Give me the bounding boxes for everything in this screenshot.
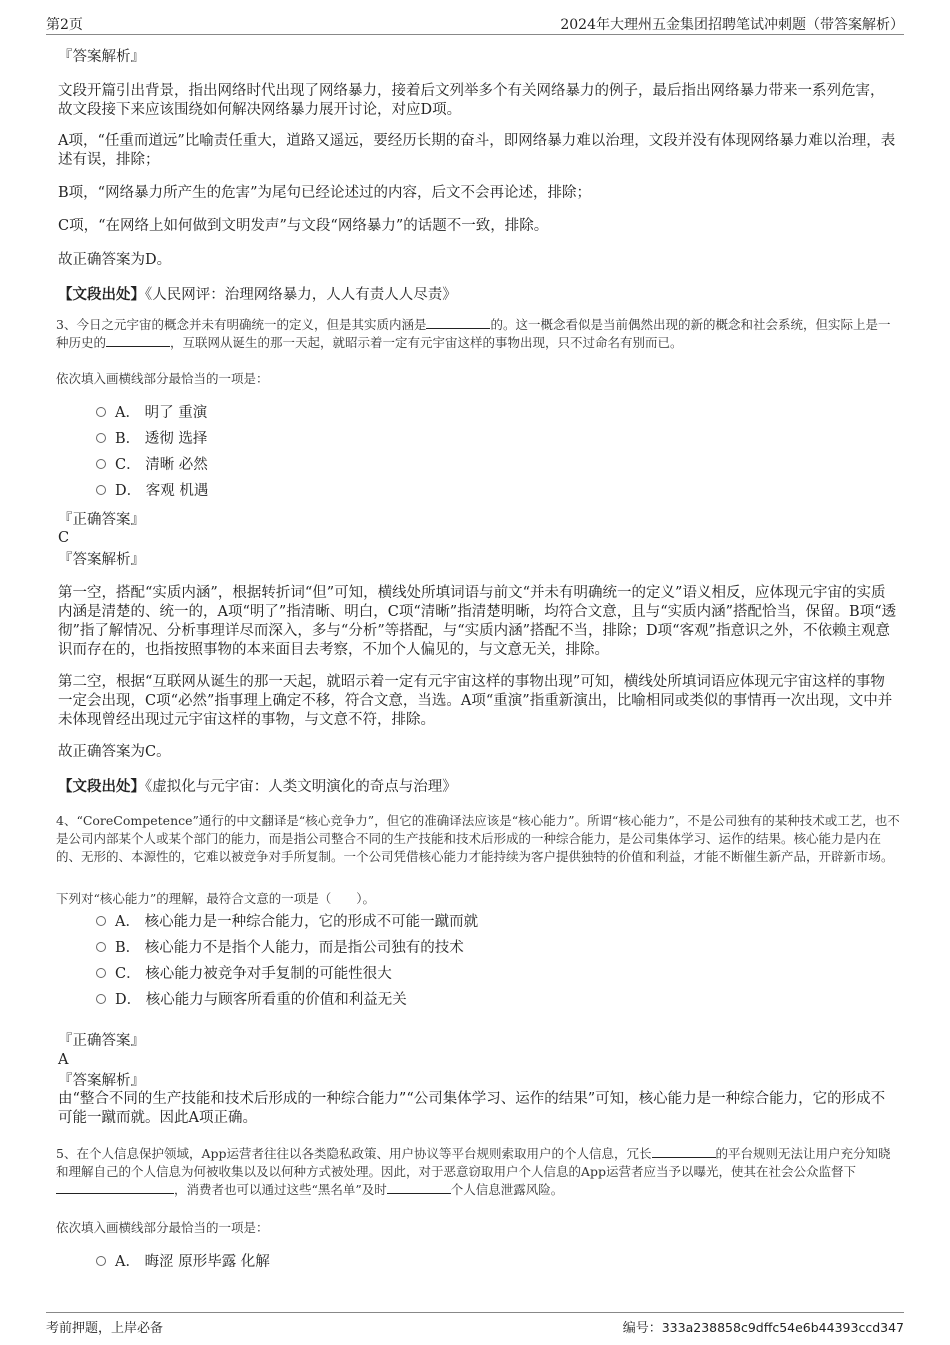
- q4-option-d[interactable]: [96, 990, 407, 1010]
- radio-icon[interactable]: [96, 459, 106, 469]
- q3-correct-label: 『正确答案』: [58, 512, 145, 528]
- q3-correct-answer: C: [58, 530, 70, 546]
- q2-answer-line: 故正确答案为D。: [58, 252, 172, 268]
- page-header: [46, 14, 904, 35]
- q5-blank-2: [56, 1181, 174, 1194]
- option-label: A． 核心能力是一种综合能力，它的形成不可能一蹴而就: [115, 914, 479, 930]
- q5-blank-1: [652, 1145, 716, 1158]
- option-label: D． 客观 机遇: [115, 483, 209, 499]
- option-label: C． 核心能力被竞争对手复制的可能性很大: [115, 966, 392, 982]
- option-label: D． 核心能力与顾客所看重的价值和利益无关: [115, 992, 407, 1008]
- option-label: C． 清晰 必然: [115, 457, 208, 473]
- q5-prompt: 依次填入画横线部分最恰当的一项是：: [56, 1220, 269, 1235]
- q5-stem-part-d: 个人信息泄露风险。: [450, 1182, 564, 1197]
- q4-prompt: 下列对“核心能力”的理解，最符合文意的一项是（ ）。: [56, 891, 376, 906]
- q3-option-b[interactable]: [96, 429, 207, 449]
- q3-stem: [56, 316, 900, 352]
- q3-source: [58, 777, 898, 797]
- q2-analysis-p4: C项，“在网络上如何做到文明发声”与文段“网络暴力”的话题不一致，排除。: [58, 218, 549, 234]
- q4-option-c[interactable]: [96, 964, 392, 984]
- q2-analysis-p2: A项，“任重而道远”比喻责任重大，道路又遥远，要经历长期的奋斗，即网络暴力难以治理，文段并没有体现网络暴力难以治理，表述有误，排除；: [58, 133, 896, 168]
- q5-stem-part-c: ，消费者也可以通过这些“黑名单”及时: [174, 1182, 387, 1197]
- page-footer: [46, 1312, 904, 1335]
- q5-stem: [56, 1145, 900, 1199]
- radio-icon[interactable]: [96, 942, 106, 952]
- footer-slogan: 考前押题，上岸必备: [46, 1321, 164, 1336]
- q3-option-a[interactable]: [96, 403, 207, 423]
- q2-analysis-p3: B项，“网络暴力所产生的危害”为尾句已经论述过的内容，后文不会再论述，排除；: [58, 185, 591, 201]
- q3-source-label: 【文段出处】: [58, 778, 145, 795]
- q5-blank-3: [387, 1181, 451, 1194]
- q3-source-text: 《虚拟化与元宇宙：人类文明演化的奇点与治理》: [145, 779, 457, 795]
- option-label: A． 晦涩 原形毕露 化解: [115, 1254, 270, 1270]
- option-label: B． 透彻 选择: [115, 431, 208, 447]
- q3-analysis-label: 『答案解析』: [58, 552, 145, 568]
- q3-blank-1: [426, 316, 490, 329]
- q3-stem-part-b: 的。这一概念看似是当前偶然出现的新的概念和社会系统，但实际上是一种历史的: [56, 317, 891, 350]
- radio-icon[interactable]: [96, 968, 106, 978]
- q4-correct-answer: A: [58, 1052, 69, 1068]
- radio-icon[interactable]: [96, 407, 106, 417]
- radio-icon[interactable]: [96, 1256, 106, 1266]
- q3-analysis-p2: 第二空，根据“互联网从诞生的那一天起，就昭示着一定有元宇宙这样的事物出现”可知，横线处所填词语应体现元宇宙这样的事物一定会出现，C项“必然”指事理上确定不移，符合文意，当选。A项“重演”指重新演出，比喻相同或类似的事情再一次出现，文中并未体现曾经出现过元宇宙这样的事物，与文意不符，排除。: [58, 674, 893, 728]
- q2-analysis-p1: 文段开篇引出背景，指出网络时代出现了网络暴力，接着后文列举多个有关网络暴力的例子，最后指出网络暴力带来一系列危害，故文段接下来应该围绕如何解决网络暴力展开讨论，对应D项。: [58, 83, 885, 118]
- q2-analysis-label: 『答案解析』: [58, 49, 145, 65]
- document-code-value: 333a238858c9dffc54e6b44393ccd347: [661, 1320, 904, 1335]
- q4-option-b[interactable]: [96, 938, 464, 958]
- q3-stem-part-c: ，互联网从诞生的那一天起，就昭示着一定有元宇宙这样的事物出现，只不过命名有别而已。: [170, 335, 683, 350]
- radio-icon[interactable]: [96, 485, 106, 495]
- q5-option-a[interactable]: [96, 1252, 270, 1272]
- q2-source-text: 《人民网评：治理网络暴力，人人有责人人尽责》: [145, 287, 457, 303]
- document-code: [623, 1317, 904, 1336]
- q2-source: [58, 285, 898, 305]
- radio-icon[interactable]: [96, 994, 106, 1004]
- q3-analysis-p1: 第一空，搭配“实质内涵”，根据转折词“但”可知，横线处所填词语与前文“并未有明确统一的定义”语义相反，应体现元宇宙的实质内涵是清楚的、统一的，A项“明了”指清晰、明白，C项“清晰”指清楚明晰，均符合文意，且与“实质内涵”搭配恰当，保留。B项“透彻”指了解情况、分析事理详尽而深入，多与“分析”等搭配，与“实质内涵”搭配不当，排除；D项“客观”指意识之外，不依赖主观意识而存在的，也指按照事物的本来面目去考察，不加个人偏见的，与文意无关，排除。: [58, 585, 897, 658]
- q4-analysis: 由“整合不同的生产技能和技术后形成的一种综合能力”“公司集体学习、运作的结果”可知，核心能力是一种综合能力，它的形成不可能一蹴而就。因此A项正确。: [58, 1091, 886, 1126]
- q3-blank-2: [106, 334, 170, 347]
- option-label: B． 核心能力不是指个人能力，而是指公司独有的技术: [115, 940, 464, 956]
- document-title: 2024年大理州五金集团招聘笔试冲刺题（带答案解析）: [560, 17, 904, 33]
- page-number: 第2页: [46, 17, 83, 33]
- radio-icon[interactable]: [96, 916, 106, 926]
- document-code-label: 编号：: [622, 1321, 662, 1336]
- q3-prompt: 依次填入画横线部分最恰当的一项是：: [56, 371, 269, 386]
- q3-answer-line: 故正确答案为C。: [58, 744, 171, 760]
- q4-analysis-label: 『答案解析』: [58, 1073, 145, 1089]
- q3-option-d[interactable]: [96, 481, 208, 501]
- q5-stem-part-a: 5、在个人信息保护领域，App运营者往往以各类隐私政策、用户协议等平台规则索取用户的个人信息，冗长: [56, 1146, 652, 1161]
- q3-option-c[interactable]: [96, 455, 208, 475]
- q2-source-label: 【文段出处】: [58, 286, 145, 303]
- q3-stem-part-a: 3、今日之元宇宙的概念并未有明确统一的定义，但是其实质内涵是: [56, 317, 427, 332]
- q4-stem: 4、“CoreCompetence”通行的中文翻译是“核心竞争力”，但它的准确译法应该是“核心能力”。所谓“核心能力”，不是公司独有的某种技术或工艺，也不是公司内部某个人或某个部门的能力，而是指公司整合不同的生产技能和技术后形成的一种综合能力，是公司集体学习、运作的结果。核心能力是内在的、无形的、本源性的，它难以被竞争对手所复制。一个公司凭借核心能力才能持续为客户提供独特的价值和利益，才能不断催生新产品，开辟新市场。: [56, 813, 900, 864]
- q4-option-a[interactable]: [96, 912, 478, 932]
- q5-stem-part-b: 的平台规则无法让用户充分知晓和理解自己的个人信息为何被收集以及以何种方式被处理。因此，对于恶意窃取用户个人信息的App运营者应当予以曝光，使其在社会公众监督下: [56, 1146, 891, 1179]
- option-label: A． 明了 重演: [115, 405, 208, 421]
- q4-correct-label: 『正确答案』: [58, 1033, 145, 1049]
- radio-icon[interactable]: [96, 433, 106, 443]
